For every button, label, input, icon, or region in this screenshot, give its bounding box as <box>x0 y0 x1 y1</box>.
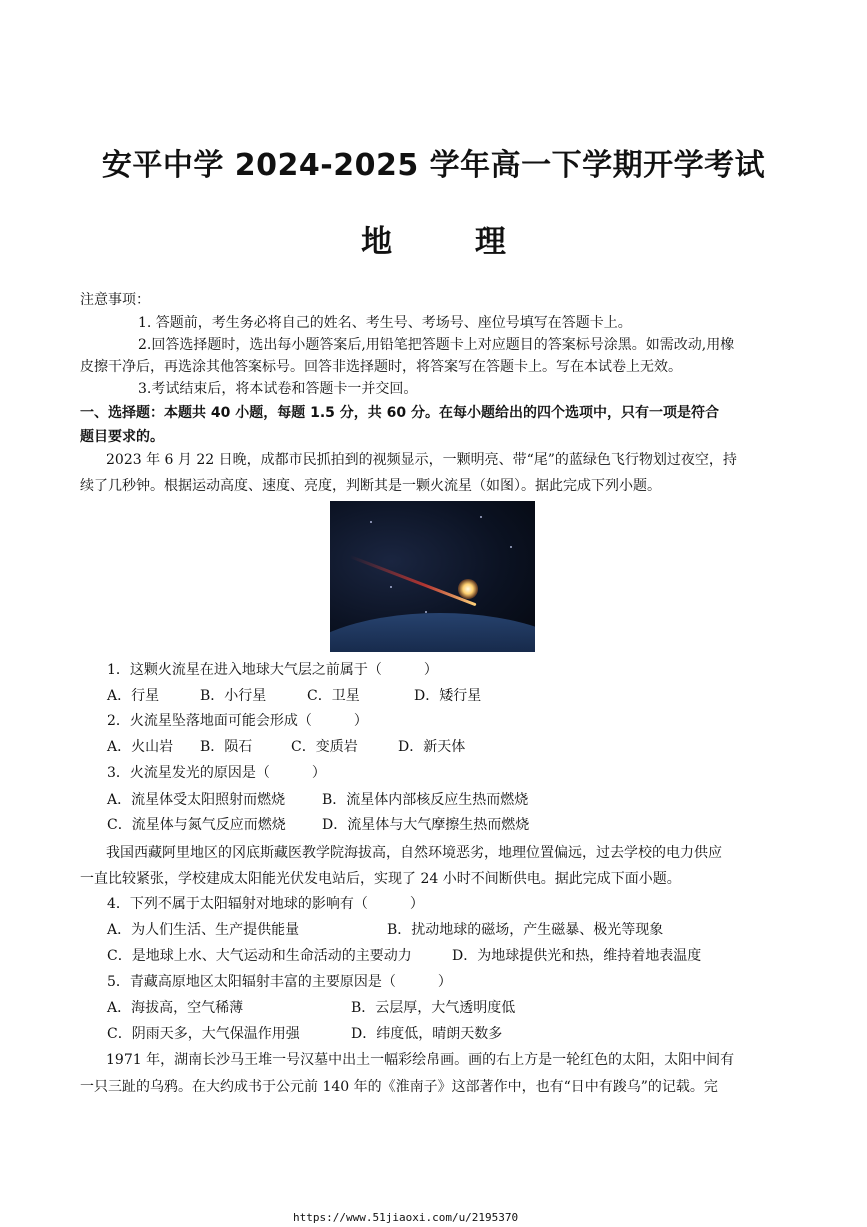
q5-option-b: B．云层厚，大气透明度低 <box>351 1000 516 1016</box>
q2-option-a: A．火山岩 <box>107 739 174 755</box>
exam-title: 安平中学 2024-2025 学年高一下学期开学考试 <box>101 148 766 183</box>
passage-1-cont: 续了几秒钟。根据运动高度、速度、亮度，判断其是一颗火流星（如图）。据此完成下列小题。 <box>80 478 661 494</box>
q3-option-d: D．流星体与大气摩擦生热而燃烧 <box>322 817 530 833</box>
q2-option-c: C．变质岩 <box>291 739 358 755</box>
q4-option-c: C．是地球上水、大气运动和生命活动的主要动力 <box>107 948 412 964</box>
q2-option-b: B．陨石 <box>200 739 253 755</box>
section-heading: 一、选择题：本题共 40 小题，每题 1.5 分，共 60 分。在每小题给出的四个选项中，只有一项是符合 <box>80 405 720 421</box>
passage-3: 1971 年，湖南长沙马王堆一号汉墓中出土一幅彩绘帛画。画的右上方是一轮红色的太阳，太阳中间有 <box>106 1052 735 1068</box>
fireball-meteor-photo <box>330 501 535 652</box>
q5-option-c: C．阴雨天多，大气保温作用强 <box>107 1026 300 1042</box>
notice-item-3: 3.考试结束后，将本试卷和答题卡一并交回。 <box>138 381 418 397</box>
subject-title: 地 理 <box>361 224 506 260</box>
q1-option-b: B．小行星 <box>200 688 267 704</box>
q5-option-a: A．海拔高，空气稀薄 <box>107 1000 244 1016</box>
question-5: 5．青藏高原地区太阳辐射丰富的主要原因是（ ） <box>107 974 452 990</box>
notice-item-2-cont: 皮擦干净后，再选涂其他答案标号。回答非选择题时，将答案写在答题卡上。写在本试卷上无效。 <box>80 359 682 375</box>
passage-2: 我国西藏阿里地区的冈底斯藏医教学院海拔高，自然环境恶劣，地理位置偏远，过去学校的电力供应 <box>106 845 722 861</box>
footer-url: https://www.51jiaoxi.com/u/2195370 <box>293 1211 519 1224</box>
question-2: 2．火流星坠落地面可能会形成（ ） <box>107 713 368 729</box>
passage-2-cont: 一直比较紧张，学校建成太阳能光伏发电站后，实现了 24 小时不间断供电。据此完成下面小题。 <box>80 871 681 887</box>
q3-option-b: B．流星体内部核反应生热而燃烧 <box>322 792 529 808</box>
question-4: 4．下列不属于太阳辐射对地球的影响有（ ） <box>107 896 424 912</box>
q4-option-b: B．扰动地球的磁场，产生磁暴、极光等现象 <box>387 922 664 938</box>
q1-option-c: C．卫星 <box>307 688 360 704</box>
notice-item-1: 1. 答题前，考生务必将自己的姓名、考生号、考场号、座位号填写在答题卡上。 <box>138 315 632 331</box>
q4-option-a: A．为人们生活、生产提供能量 <box>107 922 300 938</box>
notice-heading: 注意事项： <box>80 292 150 308</box>
passage-1: 2023 年 6 月 22 日晚，成都市民抓拍到的视频显示，一颗明亮、带“尾”的蓝绿色飞行物划过夜空，持 <box>106 452 737 468</box>
q5-option-d: D．纬度低，晴朗天数多 <box>351 1026 503 1042</box>
q2-option-d: D．新天体 <box>398 739 466 755</box>
q1-option-a: A．行星 <box>107 688 160 704</box>
question-1: 1．这颗火流星在进入地球大气层之前属于（ ） <box>107 662 438 678</box>
q3-option-a: A．流星体受太阳照射而燃烧 <box>107 792 286 808</box>
section-heading-cont: 题目要求的。 <box>80 429 164 445</box>
q3-option-c: C．流星体与氮气反应而燃烧 <box>107 817 286 833</box>
q4-option-d: D．为地球提供光和热，维持着地表温度 <box>452 948 702 964</box>
notice-item-2: 2.回答选择题时，选出每小题答案后,用铅笔把答题卡上对应题目的答案标号涂黑。如需改动,用橡 <box>138 337 735 353</box>
question-3: 3．火流星发光的原因是（ ） <box>107 765 326 781</box>
passage-3-cont: 一只三趾的乌鸦。在大约成书于公元前 140 年的《淮南子》这部著作中，也有“日中有踆乌”的记载。完 <box>80 1079 718 1095</box>
q1-option-d: D．矮行星 <box>414 688 482 704</box>
